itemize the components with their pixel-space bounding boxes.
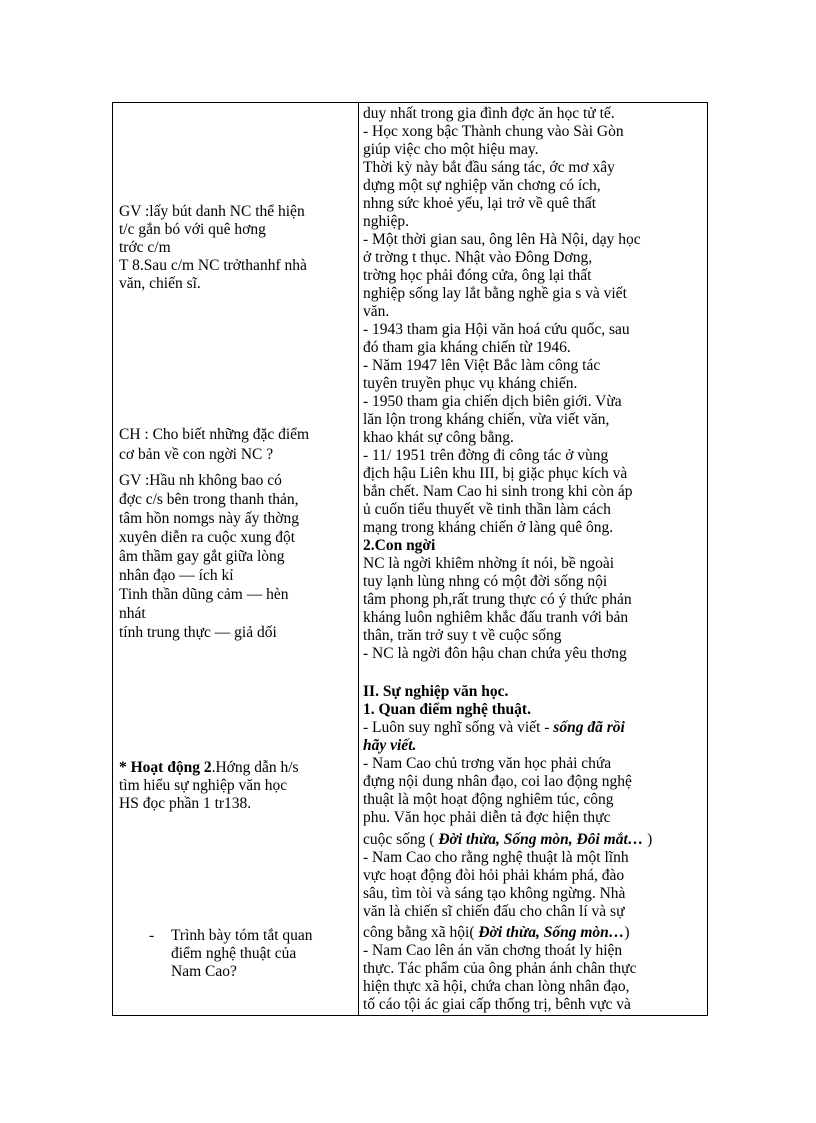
section-heading-career: II. Sự nghiệp văn học. xyxy=(363,683,509,700)
bullet-dash: - xyxy=(149,927,155,944)
career-block: II. Sự nghiệp văn học. 1. Quan điểm nghệ thuật. - Luôn suy nghĩ sống và viết - sống đã rồi hãy viết. - Nam Cao chủ trơng văn học phải chứa đựng nội dung nhân đạo, coi lao động nghệ thuật là một hoạt động nghiêm túc, công phu. Văn học phải diễn tả đợc hiện thực cuộc sống ( Đời thừa, Sống mòn, Đôi mắt… ) - Nam Cao cho rằng nghệ thuật là một lĩnh vực hoạt động đòi hỏi phải khám phá, đào sâu, tìm tòi và sáng tạo không ngừng. Nhà văn là chiến sĩ chiến đấu cho chân lí và sự công bằng xã hội( Đời thừa, Sống mòn…) - Nam Cao lên án văn chơng thoát ly hiện thực. Tác phẩm của ông phản ánh chân thực hiện thực xã hội, chứa chan lòng nhân đạo, tố cáo tội ác giai cấp thống trị, bênh vực và xyxy=(363,683,653,1013)
column-divider xyxy=(358,103,359,1015)
gv-note-pen-name: GV :lấy bút danh NC thể hiện t/c gắn bó với quê hơng trớc c/m T 8.Sau c/m NC trởthanhf nhà văn, chiến sĩ. xyxy=(119,203,307,292)
section-heading-person: 2.Con ngời xyxy=(363,537,436,554)
gv-note-character: GV :Hầu nh không bao có đợc c/s bên trong thanh thản, tâm hồn nomgs này ấy thờng xuyên diễn ra cuộc xung đột âm thầm gay gắt giữa lòng nhân đạo — ích kỉ Tinh thần dũng cảm — hèn nhát tính trung thực — giả dối xyxy=(119,472,299,641)
question-block: CH : Cho biết những đặc điểm cơ bản về con ngời NC ? xyxy=(119,426,310,463)
activity-heading: * Hoạt động 2 xyxy=(119,759,212,776)
lesson-table: GV :lấy bút danh NC thể hiện t/c gắn bó với quê hơng trớc c/m T 8.Sau c/m NC trởthanhf nhà văn, chiến sĩ. CH : Cho biết những đặc điểm cơ bản về con ngời NC ? GV :Hầu nh không bao có đợc c/s bên trong thanh thản, tâm hồn nomgs này ấy thờng xuyên diễn ra cuộc xung đột âm thầm gay gắt giữa lòng nhân đạo — ích kỉ Tinh thần dũng cảm — hèn nhát tính trung thực — giả dối * Hoạt động 2.Hớng dẫn h/s tìm hiểu sự nghiệp văn học HS đọc phần 1 tr138. - Trình bày tóm tắt quan điểm nghệ thuật của Nam Cao? duy nhất trong gia đình đợc ăn học tử tế. - Học xong bậc Thành chung vào Sài Gòn giúp việc cho một hiệu may. Thời kỳ này bắt đầu sáng tác, ớc mơ xây dựng một sự nghiệp văn chơng có ích, nhng sức khoẻ yếu, lại trở về quê thất nghiệp. - Một thời gian sau, ông lên Hà Nội, dạy học ở trờng t thục. Nhật vào Đông Dơng, trờng học phải đóng cửa, ông lại thất nghiệp sống lay lắt bằng nghề gia s và viết văn. - 1943 tham gia Hội văn hoá cứu quốc, sau đó tham gia kháng chiến từ 1946. - Năm 1947 lên Việt Bắc làm công tác tuyên truyền phục vụ kháng chiến. - 1950 tham gia chiến dịch biên giới. Vừa lăn lộn trong kháng chiến, vừa viết văn, khao khát sự công bằng. - 11/ 1951 trên đờng đi công tác ở vùng địch hậu Liên khu III, bị giặc phục kích và bắn chết. Nam Cao hi sinh trong khi còn áp ủ cuốn tiểu thuyết về tinh thần làm cách mạng trong kháng chiến ở làng quê ông. 2.Con ngời NC là ngời khiêm nhờng ít nói, bề ngoài tuy lạnh lùng nhng có một đời sống nội tâm phong ph,rất trung thực có ý thức phản kháng luôn nghiêm khắc đấu tranh với bản thân, trăn trở suy t về cuộc sống - NC là ngời đôn hậu chan chứa yêu thơng II. Sự nghiệp văn học. 1. Quan điểm nghệ thuật. - Luôn suy nghĩ sống và viết - sống đã rồi hãy viết. - Nam Cao chủ trơng văn học phải chứa đựng nội dung nhân đạo, coi lao động nghệ thuật là một hoạt động nghiêm túc, công phu. Văn học phải diễn tả đợc hiện thực cuộc sống ( Đời thừa, Sống mòn, Đôi mắt… ) - Nam Cao cho rằng nghệ thuật là một lĩnh vực hoạt động đòi hỏi phải khám phá, đào sâu, tìm tòi và sáng tạo không ngừng. Nhà văn là chiến sĩ chiến đấu cho chân lí và sự công bằng xã hội( Đời thừa, Sống mòn…) - Nam Cao lên án văn chơng thoát ly hiện thực. Tác phẩm của ông phản ánh chân thực hiện thực xã hội, chứa chan lòng nhân đạo, tố cáo tội ác giai cấp thống trị, bênh vực và xyxy=(112,102,708,1016)
biography-block: duy nhất trong gia đình đợc ăn học tử tế. - Học xong bậc Thành chung vào Sài Gòn giúp việc cho một hiệu may. Thời kỳ này bắt đầu sáng tác, ớc mơ xây dựng một sự nghiệp văn chơng có ích, nhng sức khoẻ yếu, lại trở về quê thất nghiệp. - Một thời gian sau, ông lên Hà Nội, dạy học ở trờng t thục. Nhật vào Đông Dơng, trờng học phải đóng cửa, ông lại thất nghiệp sống lay lắt bằng nghề gia s và viết văn. - 1943 tham gia Hội văn hoá cứu quốc, sau đó tham gia kháng chiến từ 1946. - Năm 1947 lên Việt Bắc làm công tác tuyên truyền phục vụ kháng chiến. - 1950 tham gia chiến dịch biên giới. Vừa lăn lộn trong kháng chiến, vừa viết văn, khao khát sự công bằng. - 11/ 1951 trên đờng đi công tác ở vùng địch hậu Liên khu III, bị giặc phục kích và bắn chết. Nam Cao hi sinh trong khi còn áp ủ cuốn tiểu thuyết về tinh thần làm cách mạng trong kháng chiến ở làng quê ông. 2.Con ngời NC là ngời khiêm nhờng ít nói, bề ngoài tuy lạnh lùng nhng có một đời sống nội tâm phong ph,rất trung thực có ý thức phản kháng luôn nghiêm khắc đấu tranh với bản thân, trăn trở suy t về cuộc sống - NC là ngời đôn hậu chan chứa yêu thơng xyxy=(363,105,641,662)
subsection-heading-art-view: 1. Quan điểm nghệ thuật. xyxy=(363,701,531,718)
activity-2-block: * Hoạt động 2.Hớng dẫn h/s tìm hiểu sự nghiệp văn học HS đọc phần 1 tr138. xyxy=(119,759,299,812)
